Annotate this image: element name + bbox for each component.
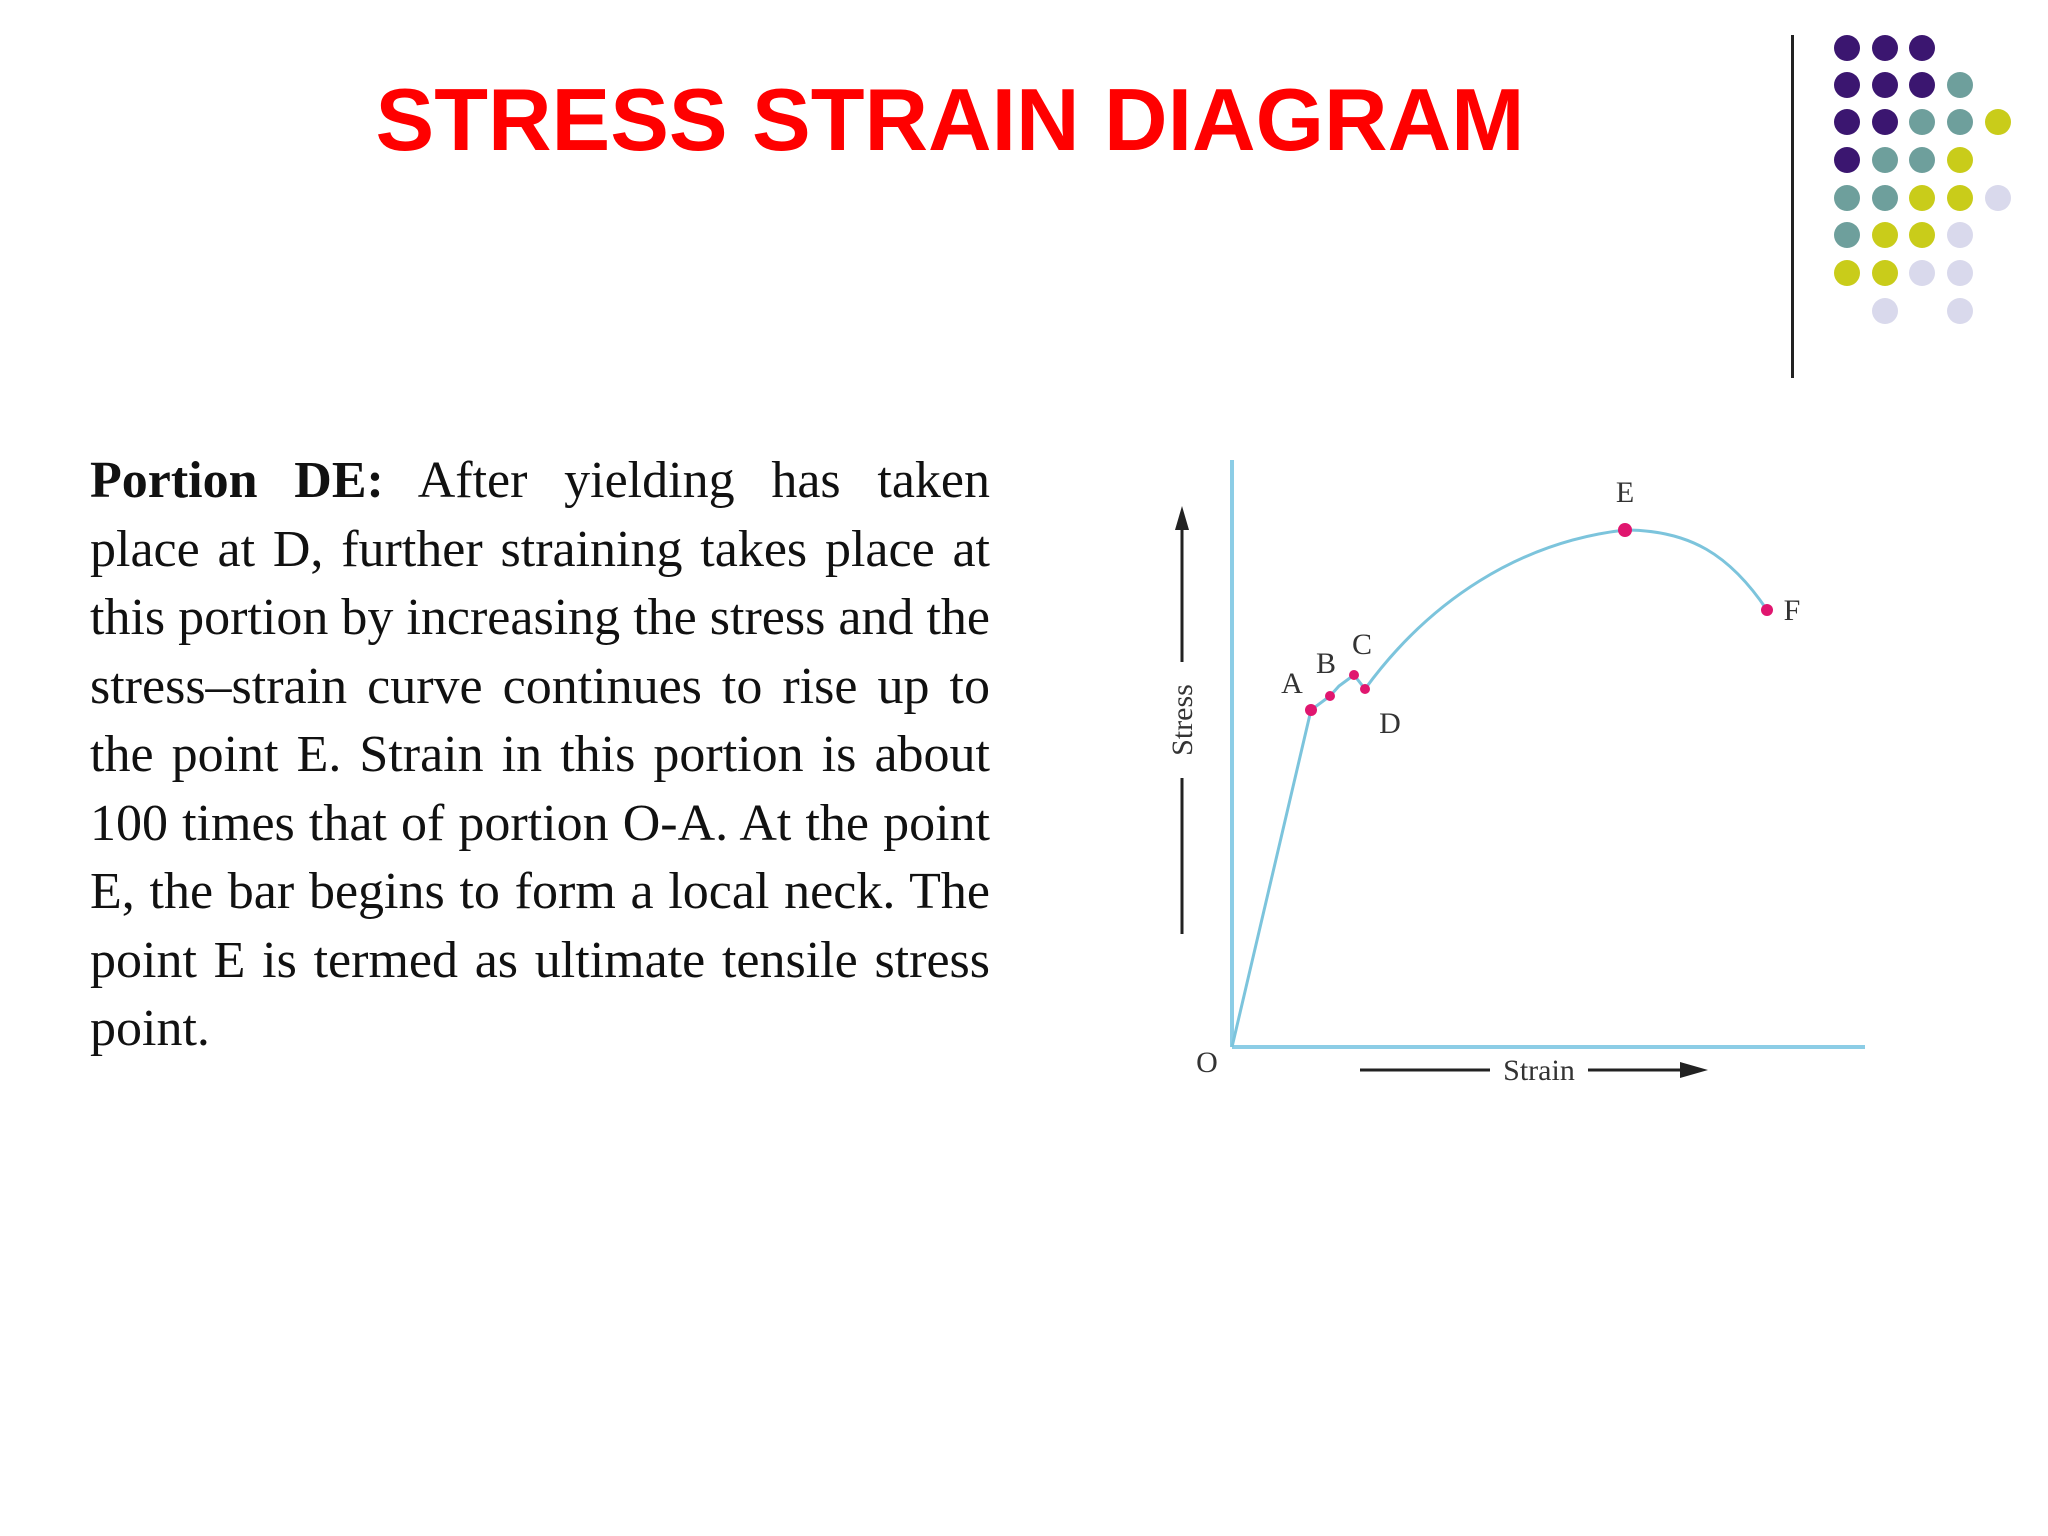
decorative-dot (1872, 147, 1898, 173)
point-c-label: C (1351, 628, 1373, 661)
body-lead: Portion DE: (90, 452, 384, 509)
point-c-marker (1349, 670, 1359, 680)
decorative-dot (1985, 109, 2011, 135)
point-e-marker (1618, 523, 1632, 537)
decorative-dot (1909, 35, 1935, 61)
decorative-dot (1947, 72, 1973, 98)
decorative-dot (1872, 298, 1898, 324)
decorative-dot (1872, 72, 1898, 98)
decorative-dot (1872, 222, 1898, 248)
slide-title: STRESS STRAIN DIAGRAM (375, 70, 1525, 169)
decorative-dot (1909, 260, 1935, 286)
point-d-marker (1360, 684, 1370, 694)
decorative-dot (1834, 147, 1860, 173)
stress-strain-curve (1232, 530, 1767, 1047)
decorative-dot (1947, 260, 1973, 286)
decorative-dot (1909, 185, 1935, 211)
point-b-label: B (1315, 647, 1337, 680)
origin-label: O (1196, 1046, 1218, 1079)
point-f-marker (1761, 604, 1773, 616)
decorative-dot (1947, 109, 1973, 135)
decorative-dot (1947, 147, 1973, 173)
decorative-dot (1872, 185, 1898, 211)
decorative-dot (1834, 222, 1860, 248)
decorative-dot (1947, 222, 1973, 248)
point-b-marker (1325, 691, 1335, 701)
point-d-label: D (1379, 707, 1401, 740)
decorative-dot (1872, 260, 1898, 286)
decorative-dot (1909, 222, 1935, 248)
stress-axis-label: Stress (1166, 684, 1199, 756)
vertical-divider (1791, 35, 1794, 378)
decorative-dot (1834, 260, 1860, 286)
body-paragraph (90, 447, 990, 1064)
body-text: After yielding has taken place at D, further straining takes place at this portion by increasing the stress and the stress–strain curve continues to rise up to the point E. Strain in this portion is about 100 times that of portion O-A. At the point E, the bar begins to form a local neck. The point E is termed as ultimate tensile stress point. (90, 452, 990, 1057)
decorative-dot (1909, 109, 1935, 135)
stress-strain-diagram (1140, 450, 1880, 1110)
decorative-dot (1947, 298, 1973, 324)
decorative-dot (1834, 185, 1860, 211)
decorative-dot (1834, 35, 1860, 61)
decorative-dot (1872, 35, 1898, 61)
stress-arrow-head (1175, 506, 1189, 530)
decorative-dot (1947, 185, 1973, 211)
point-f-label: F (1783, 594, 1801, 627)
strain-arrow-head (1680, 1062, 1708, 1078)
strain-axis-label: Strain (1503, 1054, 1575, 1087)
decorative-dot (1909, 147, 1935, 173)
decorative-dot (1909, 72, 1935, 98)
decorative-dot (1985, 185, 2011, 211)
decorative-dot-grid (0, 0, 2048, 400)
decorative-dot (1834, 72, 1860, 98)
decorative-dot (1872, 109, 1898, 135)
point-e-label: E (1615, 476, 1635, 509)
decorative-dot (1834, 109, 1860, 135)
point-a-label: A (1281, 667, 1303, 700)
point-a-marker (1305, 704, 1317, 716)
